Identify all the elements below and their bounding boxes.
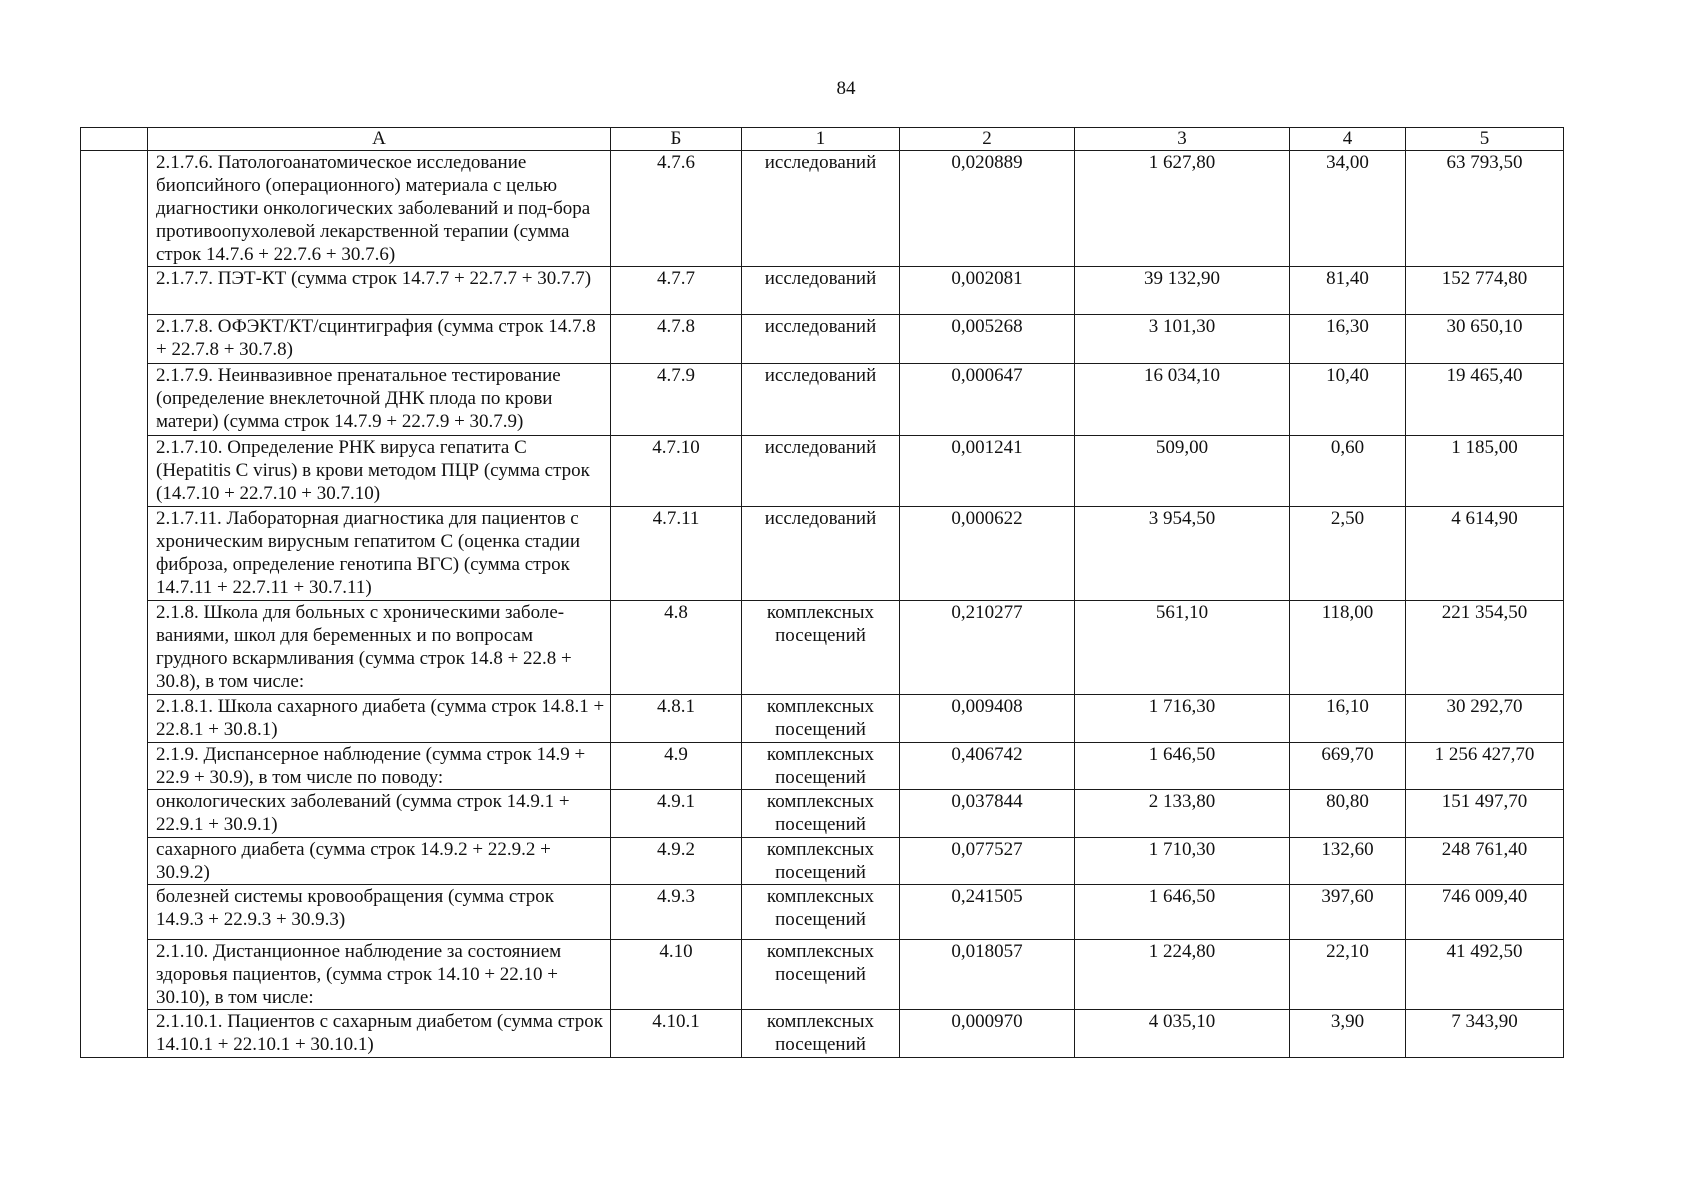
page-number: 84 bbox=[836, 78, 856, 99]
row-name: 2.1.7.9. Неинвазивное пренатальное тестирование (определение внеклеточной ДНК плода по крови матери) (сумма строк 14.7.9 + 22.7.9 + 30.7.9) bbox=[148, 364, 611, 436]
row-col-4: 118,00 bbox=[1290, 601, 1406, 695]
row-col-3: 1 627,80 bbox=[1075, 151, 1290, 267]
row-col-5: 7 343,90 bbox=[1406, 1010, 1564, 1058]
column-header: А bbox=[148, 128, 611, 151]
row-code: 4.8.1 bbox=[611, 695, 742, 743]
row-unit: комплексных посещений bbox=[742, 601, 900, 695]
row-unit: исследований bbox=[742, 267, 900, 315]
row-col-2: 0,018057 bbox=[900, 940, 1075, 1010]
row-col-2: 0,005268 bbox=[900, 315, 1075, 364]
row-stub bbox=[81, 1010, 148, 1058]
row-stub bbox=[81, 364, 148, 436]
table-row bbox=[81, 507, 1564, 601]
row-col-2: 0,037844 bbox=[900, 790, 1075, 838]
row-col-2: 0,020889 bbox=[900, 151, 1075, 267]
row-unit: комплексных посещений bbox=[742, 790, 900, 838]
row-code: 4.7.9 bbox=[611, 364, 742, 436]
row-name: 2.1.8. Школа для больных с хроническими заболе-ваниями, школ для беременных и по вопросам грудного вскармливания (сумма строк 14.8 + 22.8 + 30.8), в том числе: bbox=[148, 601, 611, 695]
row-col-5: 221 354,50 bbox=[1406, 601, 1564, 695]
row-col-3: 1 710,30 bbox=[1075, 838, 1290, 885]
row-stub bbox=[81, 940, 148, 1010]
row-stub bbox=[81, 267, 148, 315]
row-col-3: 1 716,30 bbox=[1075, 695, 1290, 743]
column-header: 5 bbox=[1406, 128, 1564, 151]
row-col-5: 19 465,40 bbox=[1406, 364, 1564, 436]
row-col-2: 0,241505 bbox=[900, 885, 1075, 940]
row-col-4: 16,10 bbox=[1290, 695, 1406, 743]
table-row bbox=[81, 838, 1564, 885]
row-col-4: 2,50 bbox=[1290, 507, 1406, 601]
row-col-4: 10,40 bbox=[1290, 364, 1406, 436]
row-col-5: 248 761,40 bbox=[1406, 838, 1564, 885]
row-code: 4.7.11 bbox=[611, 507, 742, 601]
row-col-2: 0,002081 bbox=[900, 267, 1075, 315]
row-col-4: 81,40 bbox=[1290, 267, 1406, 315]
row-unit: комплексных посещений bbox=[742, 695, 900, 743]
table-row bbox=[81, 1010, 1564, 1058]
row-unit: комплексных посещений bbox=[742, 743, 900, 790]
row-col-5: 30 650,10 bbox=[1406, 315, 1564, 364]
row-unit: комплексных посещений bbox=[742, 885, 900, 940]
row-col-2: 0,406742 bbox=[900, 743, 1075, 790]
row-col-4: 16,30 bbox=[1290, 315, 1406, 364]
row-code: 4.7.8 bbox=[611, 315, 742, 364]
row-col-5: 151 497,70 bbox=[1406, 790, 1564, 838]
row-col-3: 2 133,80 bbox=[1075, 790, 1290, 838]
row-unit: исследований bbox=[742, 315, 900, 364]
row-col-3: 16 034,10 bbox=[1075, 364, 1290, 436]
column-header: 1 bbox=[742, 128, 900, 151]
row-name: 2.1.7.8. ОФЭКТ/КТ/сцинтиграфия (сумма строк 14.7.8 + 22.7.8 + 30.7.8) bbox=[148, 315, 611, 364]
row-col-4: 3,90 bbox=[1290, 1010, 1406, 1058]
row-name: 2.1.7.11. Лабораторная диагностика для пациентов с хроническим вирусным гепатитом С (оценка стадии фиброза, определение генотипа ВГС) (сумма строк 14.7.11 + 22.7.11 + 30.7.11) bbox=[148, 507, 611, 601]
row-col-5: 1 185,00 bbox=[1406, 436, 1564, 507]
row-code: 4.8 bbox=[611, 601, 742, 695]
row-stub bbox=[81, 507, 148, 601]
row-code: 4.10.1 bbox=[611, 1010, 742, 1058]
table-row bbox=[81, 790, 1564, 838]
row-name: 2.1.10. Дистанционное наблюдение за состоянием здоровья пациентов, (сумма строк 14.10 + 22.10 + 30.10), в том числе: bbox=[148, 940, 611, 1010]
row-code: 4.9.1 bbox=[611, 790, 742, 838]
row-col-4: 34,00 bbox=[1290, 151, 1406, 267]
row-col-4: 80,80 bbox=[1290, 790, 1406, 838]
row-col-5: 746 009,40 bbox=[1406, 885, 1564, 940]
row-name: онкологических заболеваний (сумма строк 14.9.1 + 22.9.1 + 30.9.1) bbox=[148, 790, 611, 838]
table-row bbox=[81, 364, 1564, 436]
row-stub bbox=[81, 315, 148, 364]
row-name: сахарного диабета (сумма строк 14.9.2 + 22.9.2 + 30.9.2) bbox=[148, 838, 611, 885]
row-code: 4.9 bbox=[611, 743, 742, 790]
row-stub bbox=[81, 743, 148, 790]
row-col-2: 0,077527 bbox=[900, 838, 1075, 885]
row-name: 2.1.9. Диспансерное наблюдение (сумма строк 14.9 + 22.9 + 30.9), в том числе по поводу: bbox=[148, 743, 611, 790]
row-col-2: 0,210277 bbox=[900, 601, 1075, 695]
column-header: 3 bbox=[1075, 128, 1290, 151]
row-col-4: 397,60 bbox=[1290, 885, 1406, 940]
row-col-3: 39 132,90 bbox=[1075, 267, 1290, 315]
row-unit: исследований bbox=[742, 364, 900, 436]
row-col-2: 0,000622 bbox=[900, 507, 1075, 601]
row-stub bbox=[81, 838, 148, 885]
row-unit: комплексных посещений bbox=[742, 1010, 900, 1058]
row-col-3: 1 224,80 bbox=[1075, 940, 1290, 1010]
table-row bbox=[81, 151, 1564, 267]
row-col-4: 22,10 bbox=[1290, 940, 1406, 1010]
table-row bbox=[81, 601, 1564, 695]
row-col-5: 152 774,80 bbox=[1406, 267, 1564, 315]
row-col-2: 0,009408 bbox=[900, 695, 1075, 743]
row-col-3: 509,00 bbox=[1075, 436, 1290, 507]
table-row bbox=[81, 315, 1564, 364]
row-code: 4.10 bbox=[611, 940, 742, 1010]
row-col-3: 1 646,50 bbox=[1075, 743, 1290, 790]
row-name: 2.1.10.1. Пациентов с сахарным диабетом (сумма строк 14.10.1 + 22.10.1 + 30.10.1) bbox=[148, 1010, 611, 1058]
column-header: 2 bbox=[900, 128, 1075, 151]
row-stub bbox=[81, 790, 148, 838]
header-stub bbox=[81, 128, 148, 151]
row-stub bbox=[81, 436, 148, 507]
row-col-5: 41 492,50 bbox=[1406, 940, 1564, 1010]
row-code: 4.7.10 bbox=[611, 436, 742, 507]
row-col-4: 132,60 bbox=[1290, 838, 1406, 885]
row-unit: исследований bbox=[742, 151, 900, 267]
row-name: болезней системы кровообращения (сумма строк 14.9.3 + 22.9.3 + 30.9.3) bbox=[148, 885, 611, 940]
table-row bbox=[81, 940, 1564, 1010]
row-name: 2.1.7.6. Патологоанатомическое исследование биопсийного (операционного) материала с целью диагностики онкологических заболеваний и под-бора противоопухолевой лекарственной терапии (сумма строк 14.7.6 + 22.7.6 + 30.7.6) bbox=[148, 151, 611, 267]
row-code: 4.7.6 bbox=[611, 151, 742, 267]
table-row bbox=[81, 267, 1564, 315]
row-col-3: 561,10 bbox=[1075, 601, 1290, 695]
row-stub bbox=[81, 151, 148, 267]
row-stub bbox=[81, 885, 148, 940]
row-unit: исследований bbox=[742, 507, 900, 601]
row-col-3: 3 101,30 bbox=[1075, 315, 1290, 364]
row-unit: комплексных посещений bbox=[742, 838, 900, 885]
data-table bbox=[80, 127, 1564, 1058]
row-col-2: 0,000647 bbox=[900, 364, 1075, 436]
row-col-5: 63 793,50 bbox=[1406, 151, 1564, 267]
row-col-2: 0,000970 bbox=[900, 1010, 1075, 1058]
row-col-2: 0,001241 bbox=[900, 436, 1075, 507]
row-col-3: 1 646,50 bbox=[1075, 885, 1290, 940]
row-col-3: 3 954,50 bbox=[1075, 507, 1290, 601]
row-unit: исследований bbox=[742, 436, 900, 507]
table-row bbox=[81, 885, 1564, 940]
header-row bbox=[81, 128, 1564, 151]
row-code: 4.7.7 bbox=[611, 267, 742, 315]
row-col-5: 30 292,70 bbox=[1406, 695, 1564, 743]
row-unit: комплексных посещений bbox=[742, 940, 900, 1010]
row-col-4: 0,60 bbox=[1290, 436, 1406, 507]
row-stub bbox=[81, 695, 148, 743]
table-row bbox=[81, 743, 1564, 790]
row-stub bbox=[81, 601, 148, 695]
column-header: 4 bbox=[1290, 128, 1406, 151]
row-col-3: 4 035,10 bbox=[1075, 1010, 1290, 1058]
row-name: 2.1.8.1. Школа сахарного диабета (сумма строк 14.8.1 + 22.8.1 + 30.8.1) bbox=[148, 695, 611, 743]
table-row bbox=[81, 695, 1564, 743]
row-name: 2.1.7.10. Определение РНК вируса гепатита С (Hepatitis C virus) в крови методом ПЦР (сумма строк (14.7.10 + 22.7.10 + 30.7.10) bbox=[148, 436, 611, 507]
row-code: 4.9.3 bbox=[611, 885, 742, 940]
row-name: 2.1.7.7. ПЭТ-КТ (сумма строк 14.7.7 + 22.7.7 + 30.7.7) bbox=[148, 267, 611, 315]
row-code: 4.9.2 bbox=[611, 838, 742, 885]
row-col-4: 669,70 bbox=[1290, 743, 1406, 790]
table-row bbox=[81, 436, 1564, 507]
column-header: Б bbox=[611, 128, 742, 151]
row-col-5: 1 256 427,70 bbox=[1406, 743, 1564, 790]
row-col-5: 4 614,90 bbox=[1406, 507, 1564, 601]
